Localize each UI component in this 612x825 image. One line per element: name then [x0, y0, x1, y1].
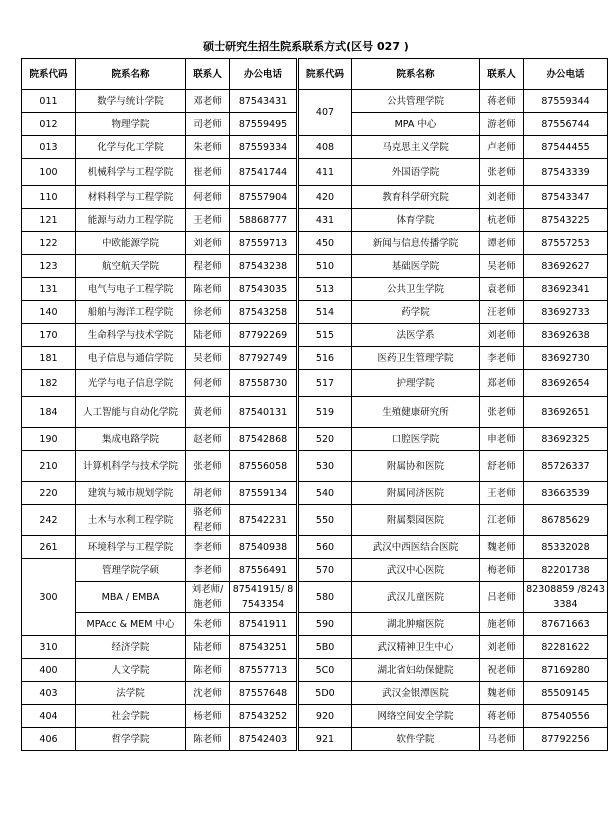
table-row [22, 324, 608, 347]
code-cell: 550 [298, 505, 352, 536]
code-cell: 560 [298, 536, 352, 559]
name-cell: 公共卫生学院 [352, 278, 480, 301]
table-row [22, 255, 608, 278]
code-cell: 100 [22, 159, 76, 186]
name-cell: 武汉中心医院 [352, 559, 480, 582]
phone-cell: 87556491 [230, 559, 298, 582]
contact-cell: 刘老师 [480, 186, 524, 209]
phone-cell: 87557648 [230, 682, 298, 705]
name-cell: 外国语学院 [352, 159, 480, 186]
contact-cell: 刘老师 [480, 324, 524, 347]
table-row [22, 659, 608, 682]
table-row [22, 347, 608, 370]
code-cell: 530 [298, 451, 352, 482]
code-cell: 406 [22, 728, 76, 751]
name-cell: 附属同济医院 [352, 482, 480, 505]
code-cell: 517 [298, 370, 352, 397]
phone-cell: 87169280 [524, 659, 608, 682]
contact-cell: 陈老师 [186, 278, 230, 301]
code-cell: 122 [22, 232, 76, 255]
name-cell: 经济学院 [76, 636, 186, 659]
name-cell: 湖北省妇幼保健院 [352, 659, 480, 682]
name-cell: 材料科学与工程学院 [76, 186, 186, 209]
phone-cell: 83692651 [524, 397, 608, 428]
code-cell: 513 [298, 278, 352, 301]
contact-cell: 陆老师 [186, 636, 230, 659]
code-cell: 170 [22, 324, 76, 347]
phone-cell: 87556744 [524, 113, 608, 136]
header-cell: 院系代码 [22, 59, 76, 90]
name-cell: 法学院 [76, 682, 186, 705]
contact-cell: 杨老师 [186, 705, 230, 728]
phone-cell: 87557904 [230, 186, 298, 209]
phone-cell: 87559334 [230, 136, 298, 159]
phone-cell: 87557253 [524, 232, 608, 255]
code-cell: 190 [22, 428, 76, 451]
phone-cell: 83692627 [524, 255, 608, 278]
phone-cell: 87543258 [230, 301, 298, 324]
phone-cell: 85726337 [524, 451, 608, 482]
table-row [22, 232, 608, 255]
contact-cell: 何老师 [186, 370, 230, 397]
name-cell: 中欧能源学院 [76, 232, 186, 255]
contact-cell: 江老师 [480, 505, 524, 536]
table-row [22, 559, 608, 582]
name-cell: 船舶与海洋工程学院 [76, 301, 186, 324]
code-cell: 407 [298, 90, 352, 136]
code-cell: 516 [298, 347, 352, 370]
phone-cell: 87542868 [230, 428, 298, 451]
name-cell: 电气与电子工程学院 [76, 278, 186, 301]
name-cell: 网络空间安全学院 [352, 705, 480, 728]
contact-cell: 朱老师 [186, 613, 230, 636]
name-cell: 公共管理学院 [352, 90, 480, 113]
table-row [22, 505, 608, 536]
header-cell: 联系人 [480, 59, 524, 90]
name-cell: 新闻与信息传播学院 [352, 232, 480, 255]
contact-cell: 施老师 [480, 613, 524, 636]
phone-cell: 82308859 /82433384 [524, 582, 608, 613]
name-cell: 武汉金银潭医院 [352, 682, 480, 705]
name-cell: 能源与动力工程学院 [76, 209, 186, 232]
table-row [22, 278, 608, 301]
code-cell: 123 [22, 255, 76, 278]
contact-cell: 游老师 [480, 113, 524, 136]
contact-cell: 王老师 [480, 482, 524, 505]
phone-cell: 87543238 [230, 255, 298, 278]
header-cell: 院系名称 [76, 59, 186, 90]
name-cell: 附属协和医院 [352, 451, 480, 482]
phone-cell: 83692654 [524, 370, 608, 397]
phone-cell: 87540556 [524, 705, 608, 728]
code-cell: 013 [22, 136, 76, 159]
contact-cell: 王老师 [186, 209, 230, 232]
name-cell: 法医学系 [352, 324, 480, 347]
name-cell: 生命科学与技术学院 [76, 324, 186, 347]
code-cell: 131 [22, 278, 76, 301]
code-cell: 242 [22, 505, 76, 536]
phone-cell: 83692325 [524, 428, 608, 451]
phone-cell: 58868777 [230, 209, 298, 232]
contact-cell: 舒老师 [480, 451, 524, 482]
name-cell: 化学与化工学院 [76, 136, 186, 159]
table-row [22, 159, 608, 186]
code-cell: 920 [298, 705, 352, 728]
contact-cell: 邓老师 [186, 90, 230, 113]
name-cell: 物理学院 [76, 113, 186, 136]
table-row [22, 136, 608, 159]
name-cell: 环境科学与工程学院 [76, 536, 186, 559]
phone-cell: 87540131 [230, 397, 298, 428]
phone-cell: 83692733 [524, 301, 608, 324]
contact-cell: 张老师 [480, 159, 524, 186]
phone-cell: 87559134 [230, 482, 298, 505]
phone-cell: 87544455 [524, 136, 608, 159]
contact-cell: 赵老师 [186, 428, 230, 451]
phone-cell: 83663539 [524, 482, 608, 505]
code-cell: 520 [298, 428, 352, 451]
contact-cell: 骆老师 程老师 [186, 505, 230, 536]
contact-cell: 崔老师 [186, 159, 230, 186]
code-cell: 404 [22, 705, 76, 728]
header-cell: 院系名称 [352, 59, 480, 90]
contact-cell: 刘老师/施老师 [186, 582, 230, 613]
phone-cell: 87792269 [230, 324, 298, 347]
page-title: 硕士研究生招生院系联系方式(区号 027 ) [203, 40, 409, 53]
contact-cell: 司老师 [186, 113, 230, 136]
name-cell: 数学与统计学院 [76, 90, 186, 113]
code-cell: 220 [22, 482, 76, 505]
table-row [22, 582, 608, 613]
code-cell: 519 [298, 397, 352, 428]
code-cell: 5C0 [298, 659, 352, 682]
table-row [22, 682, 608, 705]
phone-cell: 87559344 [524, 90, 608, 113]
name-cell: MPAcc & MEM 中心 [76, 613, 186, 636]
contact-cell: 程老师 [186, 255, 230, 278]
name-cell: 生殖健康研究所 [352, 397, 480, 428]
table-row [22, 613, 608, 636]
contact-cell: 吴老师 [186, 347, 230, 370]
contact-cell: 陈老师 [186, 659, 230, 682]
code-cell: 300 [22, 559, 76, 636]
code-cell: 210 [22, 451, 76, 482]
name-cell: 集成电路学院 [76, 428, 186, 451]
contact-cell: 谭老师 [480, 232, 524, 255]
name-cell: 药学院 [352, 301, 480, 324]
phone-cell: 83692341 [524, 278, 608, 301]
name-cell: 人工智能与自动化学院 [76, 397, 186, 428]
phone-cell: 87543431 [230, 90, 298, 113]
table-row [22, 636, 608, 659]
phone-cell: 87556058 [230, 451, 298, 482]
contact-cell: 徐老师 [186, 301, 230, 324]
name-cell: 体育学院 [352, 209, 480, 232]
code-cell: 570 [298, 559, 352, 582]
contact-cell: 卢老师 [480, 136, 524, 159]
code-cell: 450 [298, 232, 352, 255]
code-cell: 420 [298, 186, 352, 209]
name-cell: 医药卫生管理学院 [352, 347, 480, 370]
contact-cell: 马老师 [480, 728, 524, 751]
code-cell: 515 [298, 324, 352, 347]
phone-cell: 87559495 [230, 113, 298, 136]
contact-cell: 胡老师 [186, 482, 230, 505]
name-cell: 武汉中西医结合医院 [352, 536, 480, 559]
code-cell: 182 [22, 370, 76, 397]
table-row [22, 90, 608, 113]
name-cell: 湖北肿瘤医院 [352, 613, 480, 636]
contact-cell: 魏老师 [480, 682, 524, 705]
table-row [22, 370, 608, 397]
phone-cell: 87558730 [230, 370, 298, 397]
table-row [22, 536, 608, 559]
code-cell: 921 [298, 728, 352, 751]
name-cell: 附属梨园医院 [352, 505, 480, 536]
contact-cell: 李老师 [480, 347, 524, 370]
header-cell: 办公电话 [230, 59, 298, 90]
contact-cell: 袁老师 [480, 278, 524, 301]
contact-cell: 李老师 [186, 559, 230, 582]
code-cell: 110 [22, 186, 76, 209]
code-cell: 590 [298, 613, 352, 636]
phone-cell: 85332028 [524, 536, 608, 559]
contact-cell: 蒋老师 [480, 705, 524, 728]
phone-cell: 85509145 [524, 682, 608, 705]
name-cell: 航空航天学院 [76, 255, 186, 278]
name-cell: 光学与电子信息学院 [76, 370, 186, 397]
table-row [22, 301, 608, 324]
header-row [22, 59, 608, 90]
phone-cell: 87671663 [524, 613, 608, 636]
table-row [22, 397, 608, 428]
code-cell: 011 [22, 90, 76, 113]
phone-cell: 83692730 [524, 347, 608, 370]
phone-cell: 87557713 [230, 659, 298, 682]
code-cell: 540 [298, 482, 352, 505]
table-row [22, 482, 608, 505]
contact-cell: 何老师 [186, 186, 230, 209]
contact-cell: 祝老师 [480, 659, 524, 682]
code-cell: 184 [22, 397, 76, 428]
name-cell: 管理学院学硕 [76, 559, 186, 582]
name-cell: 武汉精神卫生中心 [352, 636, 480, 659]
contact-cell: 李老师 [186, 536, 230, 559]
table-row [22, 209, 608, 232]
code-cell: 121 [22, 209, 76, 232]
contact-cell: 申老师 [480, 428, 524, 451]
phone-cell: 87540938 [230, 536, 298, 559]
phone-cell: 87543035 [230, 278, 298, 301]
name-cell: 口腔医学院 [352, 428, 480, 451]
phone-cell: 82201738 [524, 559, 608, 582]
phone-cell: 87541911 [230, 613, 298, 636]
contact-cell: 朱老师 [186, 136, 230, 159]
table-row [22, 428, 608, 451]
phone-cell: 82281622 [524, 636, 608, 659]
code-cell: 310 [22, 636, 76, 659]
contact-cell: 吕老师 [480, 582, 524, 613]
code-cell: 403 [22, 682, 76, 705]
contact-table [21, 58, 608, 751]
phone-cell: 87543225 [524, 209, 608, 232]
contact-cell: 蒋老师 [480, 90, 524, 113]
code-cell: 510 [298, 255, 352, 278]
code-cell: 5B0 [298, 636, 352, 659]
code-cell: 5D0 [298, 682, 352, 705]
contact-cell: 陆老师 [186, 324, 230, 347]
phone-cell: 87792749 [230, 347, 298, 370]
contact-cell: 沈老师 [186, 682, 230, 705]
contact-cell: 吴老师 [480, 255, 524, 278]
contact-cell: 刘老师 [480, 636, 524, 659]
contact-cell: 杭老师 [480, 209, 524, 232]
contact-cell: 郑老师 [480, 370, 524, 397]
phone-cell: 87541915/ 87543354 [230, 582, 298, 613]
name-cell: 武汉儿童医院 [352, 582, 480, 613]
contact-cell: 魏老师 [480, 536, 524, 559]
name-cell: MPA 中心 [352, 113, 480, 136]
phone-cell: 87543252 [230, 705, 298, 728]
name-cell: 计算机科学与技术学院 [76, 451, 186, 482]
phone-cell: 87543251 [230, 636, 298, 659]
code-cell: 411 [298, 159, 352, 186]
phone-cell: 87559713 [230, 232, 298, 255]
phone-cell: 87542403 [230, 728, 298, 751]
contact-cell: 黄老师 [186, 397, 230, 428]
table-row [22, 186, 608, 209]
name-cell: 机械科学与工程学院 [76, 159, 186, 186]
phone-cell: 87541744 [230, 159, 298, 186]
name-cell: 哲学学院 [76, 728, 186, 751]
name-cell: 社会学院 [76, 705, 186, 728]
table-row [22, 705, 608, 728]
name-cell: 土木与水利工程学院 [76, 505, 186, 536]
name-cell: 建筑与城市规划学院 [76, 482, 186, 505]
code-cell: 012 [22, 113, 76, 136]
phone-cell: 87792256 [524, 728, 608, 751]
header-cell: 办公电话 [524, 59, 608, 90]
header-cell: 院系代码 [298, 59, 352, 90]
contact-cell: 刘老师 [186, 232, 230, 255]
contact-cell: 张老师 [186, 451, 230, 482]
phone-cell: 87543339 [524, 159, 608, 186]
code-cell: 181 [22, 347, 76, 370]
contact-cell: 梅老师 [480, 559, 524, 582]
header-cell: 联系人 [186, 59, 230, 90]
code-cell: 400 [22, 659, 76, 682]
name-cell: 人文学院 [76, 659, 186, 682]
name-cell: MBA / EMBA [76, 582, 186, 613]
phone-cell: 87542231 [230, 505, 298, 536]
contact-cell: 陈老师 [186, 728, 230, 751]
name-cell: 电子信息与通信学院 [76, 347, 186, 370]
code-cell: 431 [298, 209, 352, 232]
phone-cell: 86785629 [524, 505, 608, 536]
name-cell: 马克思主义学院 [352, 136, 480, 159]
table-row [22, 728, 608, 751]
name-cell: 基础医学院 [352, 255, 480, 278]
phone-cell: 83692638 [524, 324, 608, 347]
code-cell: 514 [298, 301, 352, 324]
name-cell: 护理学院 [352, 370, 480, 397]
contact-cell: 张老师 [480, 397, 524, 428]
code-cell: 580 [298, 582, 352, 613]
code-cell: 140 [22, 301, 76, 324]
phone-cell: 87543347 [524, 186, 608, 209]
contact-cell: 汪老师 [480, 301, 524, 324]
table-row [22, 451, 608, 482]
code-cell: 261 [22, 536, 76, 559]
name-cell: 教育科学研究院 [352, 186, 480, 209]
code-cell: 408 [298, 136, 352, 159]
name-cell: 软件学院 [352, 728, 480, 751]
